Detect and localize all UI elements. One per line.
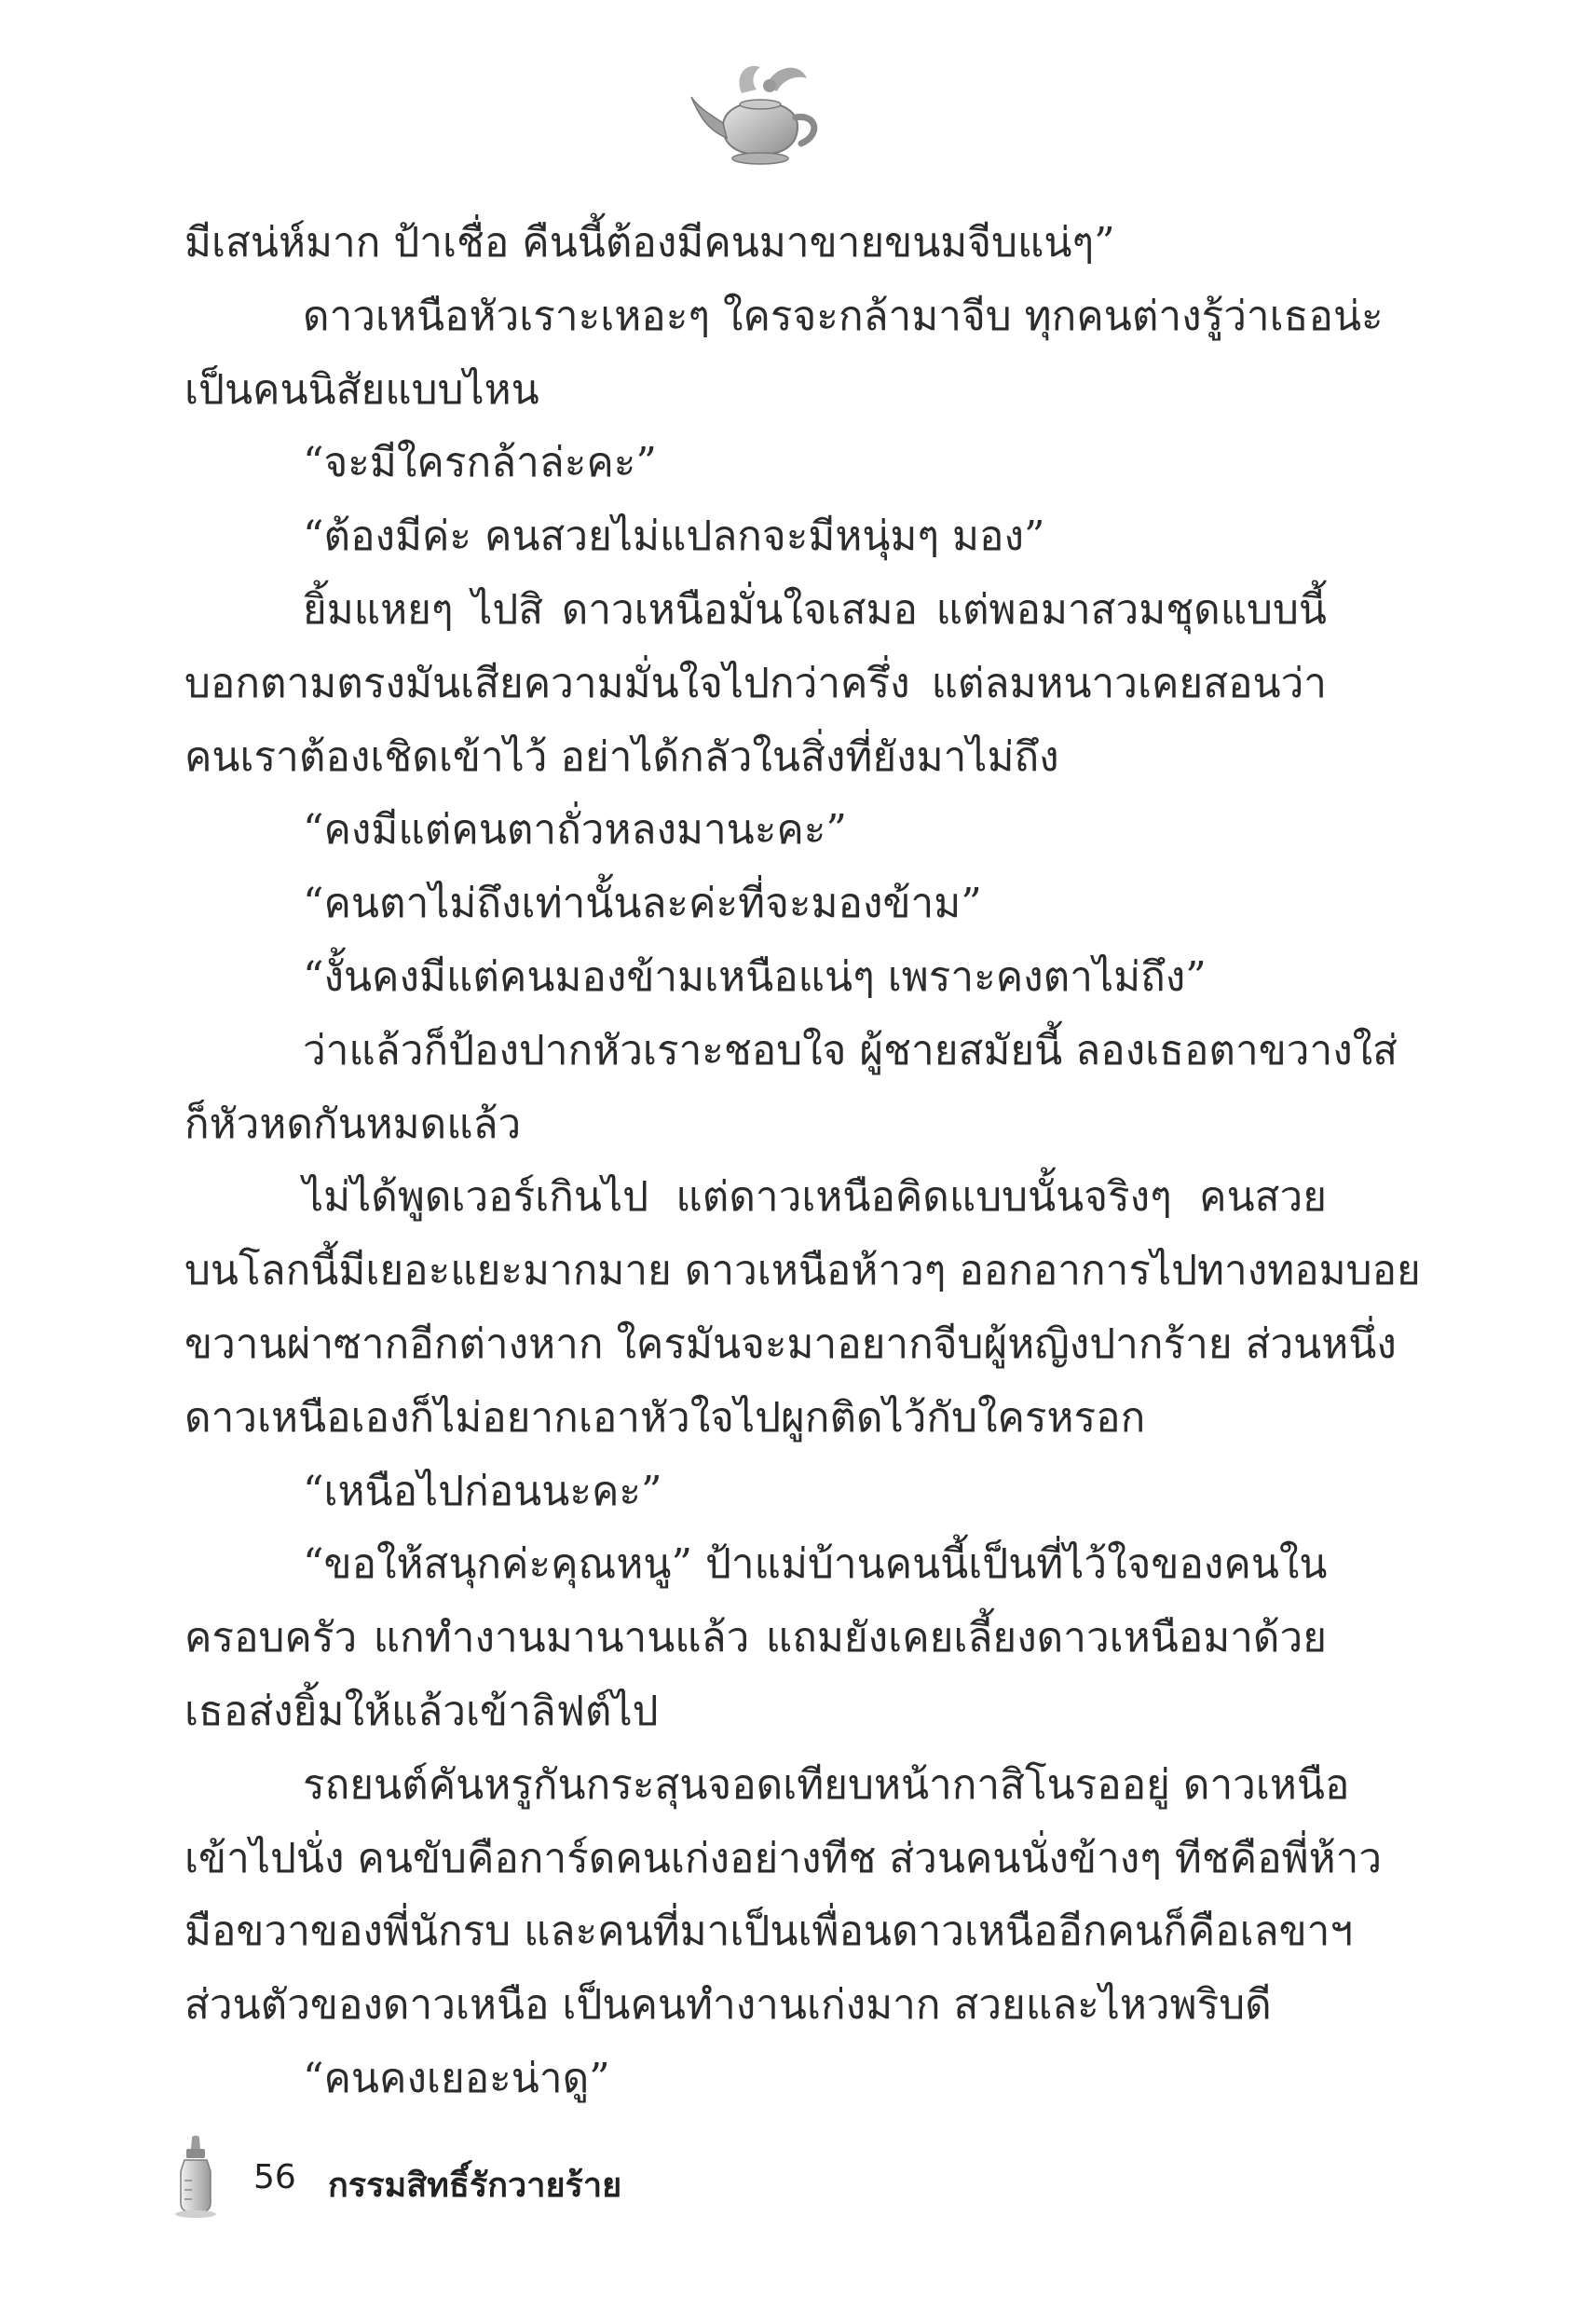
paragraph-line: ครอบครัว แกทำงานมานานแล้ว แถมยังเคยเลี้ยงดาวเหนือมาด้วย (184, 1614, 1327, 1662)
paragraph-line: ยิ้มแหยๆ ไปสิ ดาวเหนือมั่นใจเสมอ แต่พอมาสวมชุดแบบนี้ (303, 585, 1327, 634)
paragraph-line: ว่าแล้วก็ป้องปากหัวเราะชอบใจ ผู้ชายสมัยนี้ ลองเธอตาขวางใส่ (303, 1026, 1398, 1074)
page-footer (168, 2134, 727, 2218)
paragraph-line: บอกตามตรงมันเสียความมั่นใจไปกว่าครึ่ง แต่ลมหนาวเคยสอนว่า (184, 659, 1327, 707)
book-title: กรรมสิทธิ์รักวายร้าย (328, 2167, 622, 2205)
paragraph-line: “ขอให้สนุกค่ะคุณหนู” ป้าแม่บ้านคนนี้เป็นที่ไว้ใจของคนใน (303, 1540, 1328, 1589)
paragraph-line: ดาวเหนือหัวเราะเหอะๆ ใครจะกล้ามาจีบ ทุกคนต่างรู้ว่าเธอน่ะ (303, 292, 1384, 340)
teapot-fairy-ornament-icon (686, 58, 825, 179)
page-number: 56 (253, 2158, 296, 2196)
paragraph-line: ส่วนตัวของดาวเหนือ เป็นคนทำงานเก่งมาก สวยและไหวพริบดี (184, 1981, 1272, 2030)
paragraph-line: บนโลกนี้มีเยอะแยะมากมาย ดาวเหนือห้าวๆ ออกอาการไปทางทอมบอย (184, 1247, 1421, 1295)
paragraph-line: มีเสน่ห์มาก ป้าเชื่อ คืนนี้ต้องมีคนมาขายขนมจีบแน่ๆ” (184, 219, 1115, 267)
paragraph-line: “คนตาไม่ถึงเท่านั้นละค่ะที่จะมองข้าม” (303, 880, 982, 928)
paragraph-line: เข้าไปนั่ง คนขับคือการ์ดคนเก่งอย่างทีช ส่วนคนนั่งข้างๆ ทีชคือพี่ห้าว (184, 1834, 1383, 1882)
paragraph-line: “คนคงเยอะน่าดู” (303, 2054, 610, 2102)
paragraph-line: ขวานผ่าซากอีกต่างหาก ใครมันจะมาอยากจีบผู้หญิงปากร้าย ส่วนหนึ่ง (184, 1320, 1397, 1368)
paragraph-line: ไม่ได้พูดเวอร์เกินไป แต่ดาวเหนือคิดแบบนั้นจริงๆ คนสวย (303, 1173, 1327, 1222)
paragraph-line: เป็นคนนิสัยแบบไหน (184, 365, 539, 414)
paragraph-line: รถยนต์คันหรูกันกระสุนจอดเทียบหน้ากาสิโนรออยู่ ดาวเหนือ (303, 1760, 1350, 1809)
paragraph-line: มือขวาของพี่นักรบ และคนที่มาเป็นเพื่อนดาวเหนืออีกคนก็คือเลขาฯ (184, 1908, 1354, 1956)
paragraph-line: “ต้องมีค่ะ คนสวยไม่แปลกจะมีหนุ่มๆ มอง” (303, 513, 1045, 561)
body-text (184, 207, 1421, 2116)
paragraph-line: ดาวเหนือเองก็ไม่อยากเอาหัวใจไปผูกติดไว้กับใครหรอก (184, 1393, 1146, 1442)
paragraph-line: คนเราต้องเชิดเข้าไว้ อย่าได้กลัวในสิ่งที่ยังมาไม่ถึง (184, 732, 1059, 781)
paragraph-line: “งั้นคงมีแต่คนมองข้ามเหนือแน่ๆ เพราะคงตาไม่ถึง” (303, 952, 1207, 1001)
paragraph-line: “จะมีใครกล้าล่ะคะ” (303, 439, 657, 487)
baby-bottle-icon (168, 2134, 224, 2218)
paragraph-line: “เหนือไปก่อนนะคะ” (303, 1467, 662, 1515)
paragraph-line: ก็หัวหดกันหมดแล้ว (184, 1100, 522, 1148)
paragraph-line: เธอส่งยิ้มให้แล้วเข้าลิฟต์ไป (184, 1687, 659, 1735)
paragraph-line: “คงมีแต่คนตาถั่วหลงมานะคะ” (303, 806, 847, 855)
